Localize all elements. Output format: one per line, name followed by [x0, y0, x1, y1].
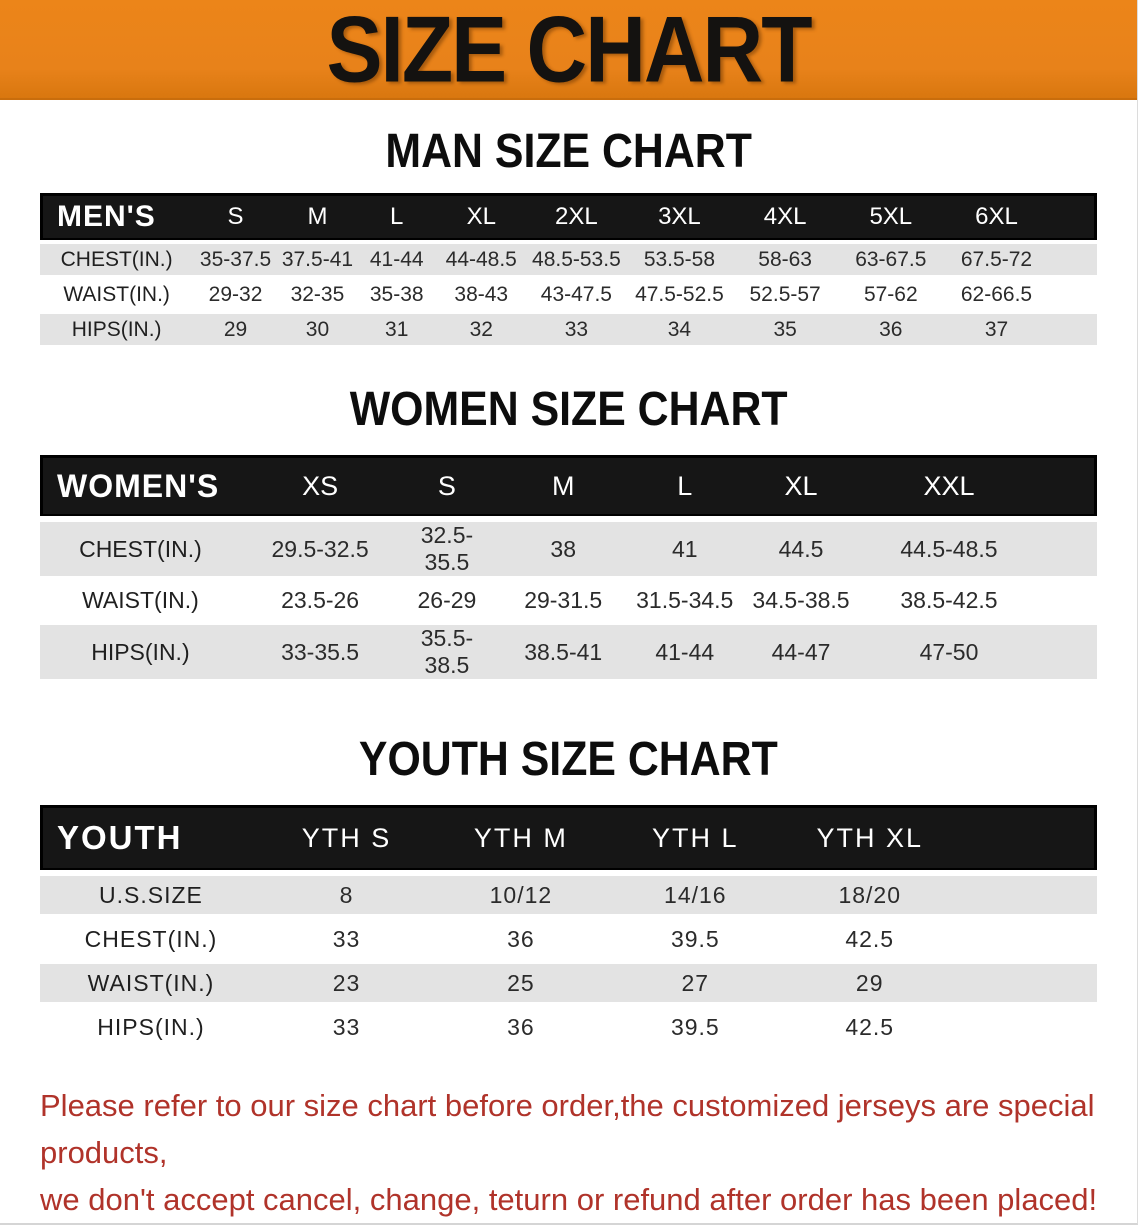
value-cell: 44-47: [771, 638, 831, 665]
value-cell: 41-44: [655, 638, 715, 665]
value-cell: 39.5: [670, 925, 720, 952]
value-cell: 53.5-58: [643, 247, 716, 271]
value-cell: 44.5: [778, 535, 824, 562]
value-cell: 35.5-38.5: [420, 625, 474, 678]
value-cell: 25: [507, 969, 535, 996]
measurement-row: [40, 1008, 1097, 1046]
measurement-row: [40, 876, 1097, 914]
spacer-cell: [1049, 314, 1097, 345]
value-cell: 44-48.5: [445, 247, 517, 271]
women-table-body: [40, 522, 1097, 679]
table-header-row: [40, 193, 1097, 240]
value-cell: 32.5-35.5: [420, 522, 474, 575]
value-cell: 31: [385, 317, 409, 341]
value-cell: 67.5-72: [960, 247, 1033, 271]
youth-table-head: [40, 805, 1097, 870]
spacer-cell: [960, 805, 1097, 870]
youth-table-body: [40, 876, 1097, 1046]
size-header-cell: S: [193, 193, 278, 240]
value-cell: 33: [564, 317, 589, 341]
size-header-cell: M: [495, 455, 632, 516]
value-cell: 36: [879, 317, 903, 341]
value-cell: 47.5-52.5: [635, 282, 724, 306]
value-cell: 10/12: [489, 881, 553, 908]
spacer-cell: [960, 920, 1097, 958]
value-cell: 8: [339, 881, 354, 908]
size-header-cell: 6XL: [944, 193, 1050, 240]
value-cell: 38-43: [454, 282, 509, 306]
value-cell: 30: [305, 317, 330, 341]
value-cell: 58-63: [758, 247, 812, 271]
value-cell: 26-29: [417, 587, 477, 613]
spacer-cell: [1049, 193, 1097, 240]
value-cell: 37.5-41: [281, 247, 354, 271]
size-header-cell: XL: [436, 193, 526, 240]
spacer-cell: [1034, 625, 1097, 679]
spacer-cell: [1034, 522, 1097, 576]
value-cell: 18/20: [838, 881, 901, 908]
row-label: HIPS(IN.): [97, 1013, 205, 1040]
value-cell: 33: [332, 1013, 361, 1040]
measurement-row: [40, 964, 1097, 1002]
table-title-cell: YOUTH: [40, 805, 262, 870]
size-header-cell: YTH M: [431, 805, 611, 870]
spacer-cell: [1049, 279, 1097, 310]
value-cell: 52.5-57: [749, 282, 821, 306]
disclaimer-line-2: we don't accept cancel, change, teturn or refund after order has been placed!: [40, 1182, 1098, 1217]
row-label: U.S.SIZE: [99, 881, 203, 908]
spacer-cell: [960, 964, 1097, 1002]
value-cell: 35: [773, 317, 797, 341]
women-section-heading: [0, 381, 1137, 436]
value-cell: 14/16: [664, 881, 727, 908]
value-cell: 57-62: [863, 282, 918, 306]
value-cell: 39.5: [670, 1013, 720, 1040]
value-cell: 23: [332, 969, 361, 996]
row-label: HIPS(IN.): [71, 317, 162, 341]
table-title-cell: MEN'S: [40, 193, 193, 240]
value-cell: 42.5: [845, 925, 895, 952]
size-header-cell: L: [632, 455, 738, 516]
value-cell: 34.5-38.5: [752, 587, 850, 613]
table-header-row: [40, 805, 1097, 870]
value-cell: 38.5-41: [524, 638, 603, 665]
youth-section-heading-text: YOUTH SIZE CHART: [359, 731, 778, 786]
value-cell: 27: [681, 969, 710, 996]
value-cell: 48.5-53.5: [532, 247, 621, 271]
men-size-table: [40, 189, 1097, 349]
size-header-cell: S: [399, 455, 494, 516]
measurement-row: [40, 625, 1097, 679]
value-cell: 29-31.5: [524, 587, 603, 613]
value-cell: 34: [667, 317, 692, 341]
row-label: HIPS(IN.): [91, 638, 190, 665]
measurement-row: [40, 920, 1097, 958]
row-label: CHEST(IN.): [84, 925, 218, 952]
value-cell: 33: [332, 925, 361, 952]
value-cell: 29: [223, 317, 248, 341]
value-cell: 41-44: [369, 247, 424, 271]
value-cell: 29.5-32.5: [271, 535, 369, 562]
size-header-cell: XS: [241, 455, 400, 516]
value-cell: 32-35: [290, 282, 345, 306]
value-cell: 62-66.5: [960, 282, 1033, 306]
row-label: CHEST(IN.): [60, 247, 173, 271]
spacer-cell: [960, 876, 1097, 914]
youth-size-table: [40, 799, 1097, 1052]
youth-section-heading: [0, 731, 1137, 786]
banner-title: SIZE CHART: [326, 0, 811, 102]
value-cell: 35-38: [369, 282, 424, 306]
size-header-cell: 2XL: [526, 193, 626, 240]
measurement-row: [40, 279, 1097, 310]
spacer-cell: [1034, 455, 1097, 516]
spacer-cell: [1049, 244, 1097, 275]
value-cell: 42.5: [845, 1013, 895, 1040]
women-table-head: [40, 455, 1097, 516]
measurement-row: [40, 582, 1097, 619]
spacer-cell: [960, 1008, 1097, 1046]
measurement-row: [40, 244, 1097, 275]
value-cell: 32: [469, 317, 493, 341]
man-section-heading: [0, 123, 1137, 178]
value-cell: 41: [671, 535, 698, 562]
men-table-head: [40, 193, 1097, 240]
value-cell: 38: [550, 535, 576, 562]
size-header-cell: 4XL: [732, 193, 838, 240]
value-cell: 47-50: [919, 638, 979, 665]
size-header-cell: YTH XL: [780, 805, 960, 870]
value-cell: 35-37.5: [199, 247, 272, 271]
men-table-body: [40, 244, 1097, 345]
value-cell: 36: [507, 925, 535, 952]
size-header-cell: YTH S: [262, 805, 431, 870]
value-cell: 63-67.5: [855, 247, 927, 271]
row-label: WAIST(IN.): [87, 969, 215, 996]
measurement-row: [40, 314, 1097, 345]
size-header-cell: M: [278, 193, 357, 240]
row-label: WAIST(IN.): [63, 282, 170, 306]
size-header-cell: XXL: [864, 455, 1033, 516]
banner: [0, 0, 1137, 100]
row-label: WAIST(IN.): [82, 587, 199, 613]
value-cell: 38.5-42.5: [900, 587, 998, 613]
size-header-cell: XL: [738, 455, 865, 516]
table-title-cell: WOMEN'S: [40, 455, 241, 516]
measurement-row: [40, 522, 1097, 576]
man-section-heading-text: MAN SIZE CHART: [385, 123, 752, 178]
value-cell: 23.5-26: [281, 587, 360, 613]
value-cell: 33-35.5: [281, 638, 360, 665]
value-cell: 43-47.5: [540, 282, 612, 306]
disclaimer-line-1: Please refer to our size chart before order,the customized jerseys are special products,: [40, 1088, 1095, 1170]
size-header-cell: YTH L: [611, 805, 780, 870]
women-size-table: [40, 449, 1097, 685]
row-label: CHEST(IN.): [79, 535, 202, 562]
value-cell: 37: [984, 317, 1009, 341]
size-header-cell: 3XL: [627, 193, 733, 240]
spacer-cell: [1034, 582, 1097, 619]
value-cell: 29-32: [208, 282, 263, 306]
women-section-heading-text: WOMEN SIZE CHART: [349, 381, 788, 436]
order-disclaimer: [40, 1082, 1137, 1223]
size-header-cell: L: [357, 193, 436, 240]
value-cell: 36: [507, 1013, 535, 1040]
size-header-cell: 5XL: [838, 193, 944, 240]
table-header-row: [40, 455, 1097, 516]
value-cell: 31.5-34.5: [636, 587, 734, 613]
value-cell: 44.5-48.5: [900, 535, 998, 562]
value-cell: 29: [855, 969, 884, 996]
